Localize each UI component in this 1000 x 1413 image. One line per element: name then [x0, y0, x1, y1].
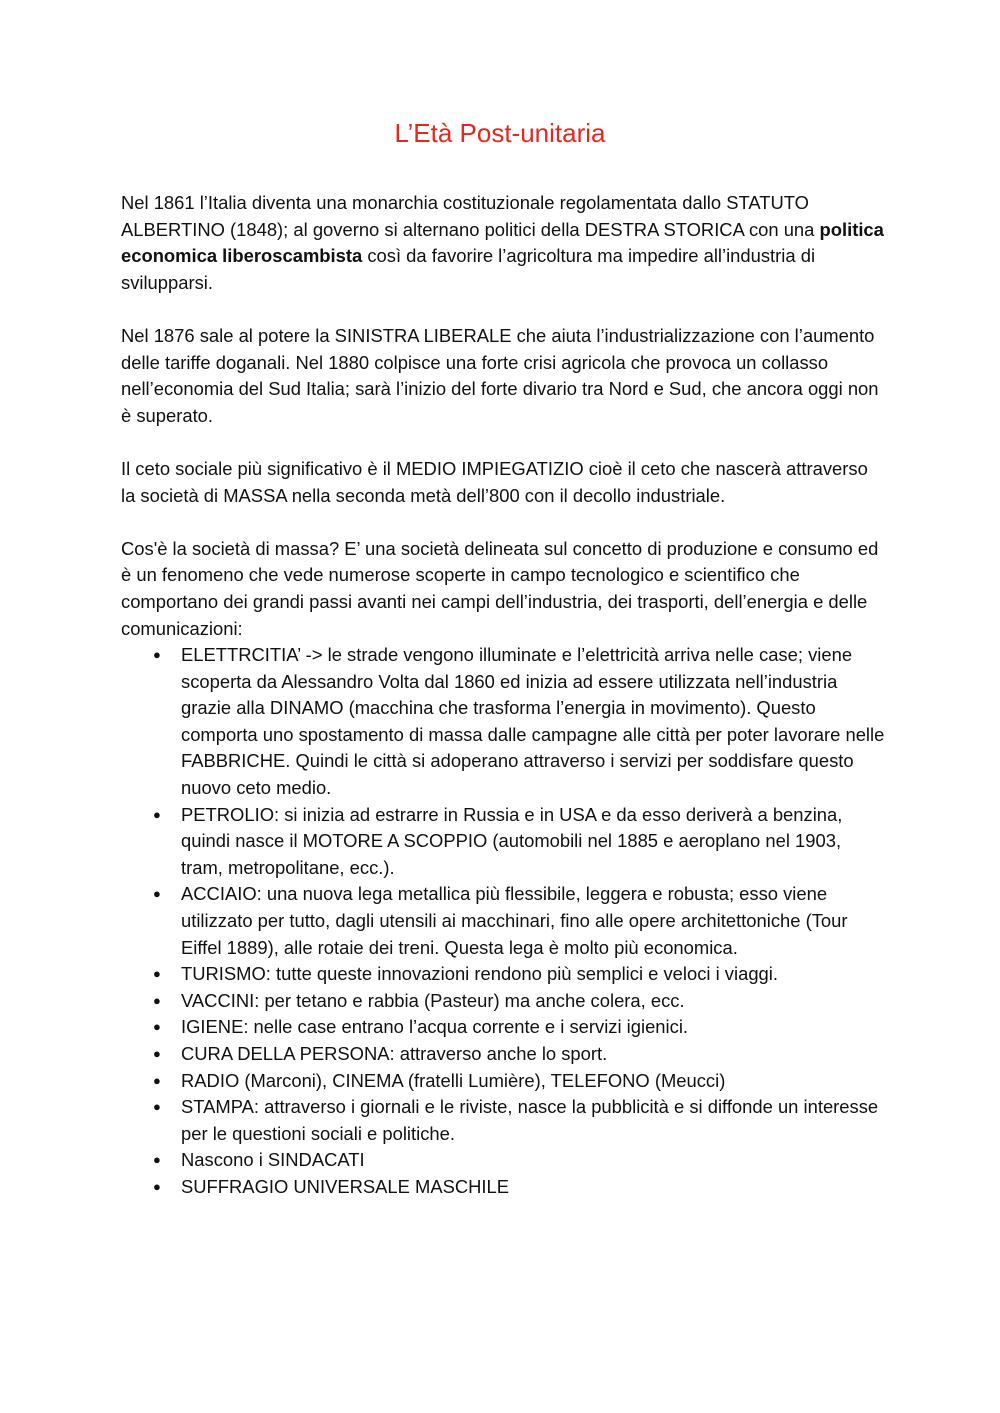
paragraph-statuto [121, 190, 886, 296]
bullet-icon: ● [153, 1046, 161, 1061]
list-item [121, 1094, 886, 1147]
list-item [121, 1041, 886, 1068]
bullet-icon: ● [153, 1019, 161, 1035]
page-title: L’Età Post-unitaria [394, 118, 606, 148]
bullet-icon: ● [153, 806, 161, 822]
bullet-icon: ● [153, 886, 161, 902]
list-item [121, 961, 886, 988]
bullet-icon: ● [153, 1152, 161, 1168]
paragraph-societa-di-massa: Cos'è la società di massa? E’ una società delineata sul concetto di produzione e consumo ed è un fenomeno che vede numerose scoperte in campo tecnologico e scientifico che comportano dei grandi passi avanti nei campi dell’industria, dei trasporti, dell’energia e delle comunicazioni: [121, 537, 879, 639]
bullet-icon: ● [153, 1099, 161, 1115]
list-item-text: Nascono i SINDACATI [181, 1149, 365, 1171]
list-item-text: CURA DELLA PERSONA: attraverso anche lo sport. [181, 1043, 608, 1064]
list-item-text: IGIENE: nelle case entrano l’acqua corrente e i servizi igienici. [181, 1016, 689, 1038]
list-item-text: ELETTRCITIA’ -> le strade vengono illuminate e l’elettricità arriva nelle case; viene scoperta da Alessandro Volta dal 1860 ed inizia ad essere utilizzata nell’industria grazie alla DINAMO (macchina che trasforma l’energia in movimento). Questo comporta uno spostamento di massa dalle campagne alle città per poter lavorare nelle FABBRICHE. Quindi le città si adoperano attraverso i servizi per soddisfare questo nuovo ceto medio. [181, 644, 885, 799]
bullet-icon: ● [153, 966, 161, 982]
document-body [121, 190, 886, 1201]
bullet-icon: ● [153, 1178, 161, 1194]
list-item-text: PETROLIO: si inizia ad estrarre in Russia e in USA e da esso deriverà a benzina, quindi nasce il MOTORE A SCOPPIO (automobili nel 1885 e aeroplano nel 1903, tram, metropolitane, ecc.). [181, 803, 843, 878]
paragraph-statuto-text-a: Nel 1861 l’Italia diventa una monarchia costituzionale regolamentata dallo STATUTO ALBERTINO (1848); al governo si alternano politici della DESTRA STORICA con una [121, 192, 820, 240]
list-item [121, 802, 886, 882]
list-item [121, 881, 886, 961]
list-item-text: SUFFRAGIO UNIVERSALE MASCHILE [181, 1175, 510, 1197]
paragraph-statuto-bold-text: politica economica liberoscambista [121, 218, 884, 267]
list-item [121, 988, 886, 1015]
list-item [121, 1014, 886, 1041]
bullet-icon: ● [153, 992, 161, 1008]
bullet-icon: ● [153, 1072, 161, 1088]
list-item-text: TURISMO: tutte queste innovazioni rendono più semplici e veloci i viaggi. [181, 963, 778, 985]
list-item [121, 1068, 886, 1095]
paragraph-ceto-sociale: Il ceto sociale più significativo è il MEDIO IMPIEGATIZIO cioè il ceto che nascerà attraverso la società di MASSA nella seconda metà dell’800 con il decollo industriale. [121, 457, 868, 506]
bullet-icon: ● [153, 647, 161, 663]
list-item [121, 642, 886, 802]
paragraph-sinistra-liberale: Nel 1876 sale al potere la SINISTRA LIBERALE che aiuta l’industrializzazione con l’aumento delle tariffe doganali. Nel 1880 colpisce una forte crisi agricola che provoca un collasso nell’economia del Sud Italia; sarà l’inizio del forte divario tra Nord e Sud, che ancora oggi non è superato. [121, 324, 879, 426]
list-item [121, 1147, 886, 1174]
paragraph-statuto-text-b: così da favorire l’agricoltura ma impedire all’industria di svilupparsi. [121, 245, 816, 293]
innovations-list [121, 642, 886, 1200]
list-item [121, 1174, 886, 1201]
list-item-text: STAMPA: attraverso i giornali e le riviste, nasce la pubblicità e si diffonde un interesse per le questioni sociali e politiche. [181, 1096, 879, 1144]
list-item-text: VACCINI: per tetano e rabbia (Pasteur) ma anche colera, ecc. [181, 989, 685, 1011]
list-item-text: RADIO (Marconi), CINEMA (fratelli Lumière), TELEFONO (Meucci) [181, 1069, 726, 1091]
list-item-text: ACCIAIO: una nuova lega metallica più flessibile, leggera e robusta; esso viene utilizzato per tutto, dagli utensili ai macchinari, fino alle opere architettoniche (Tour Eiffel 1889), alle rotaie dei treni. Questa lega è molto più economica. [181, 883, 848, 958]
